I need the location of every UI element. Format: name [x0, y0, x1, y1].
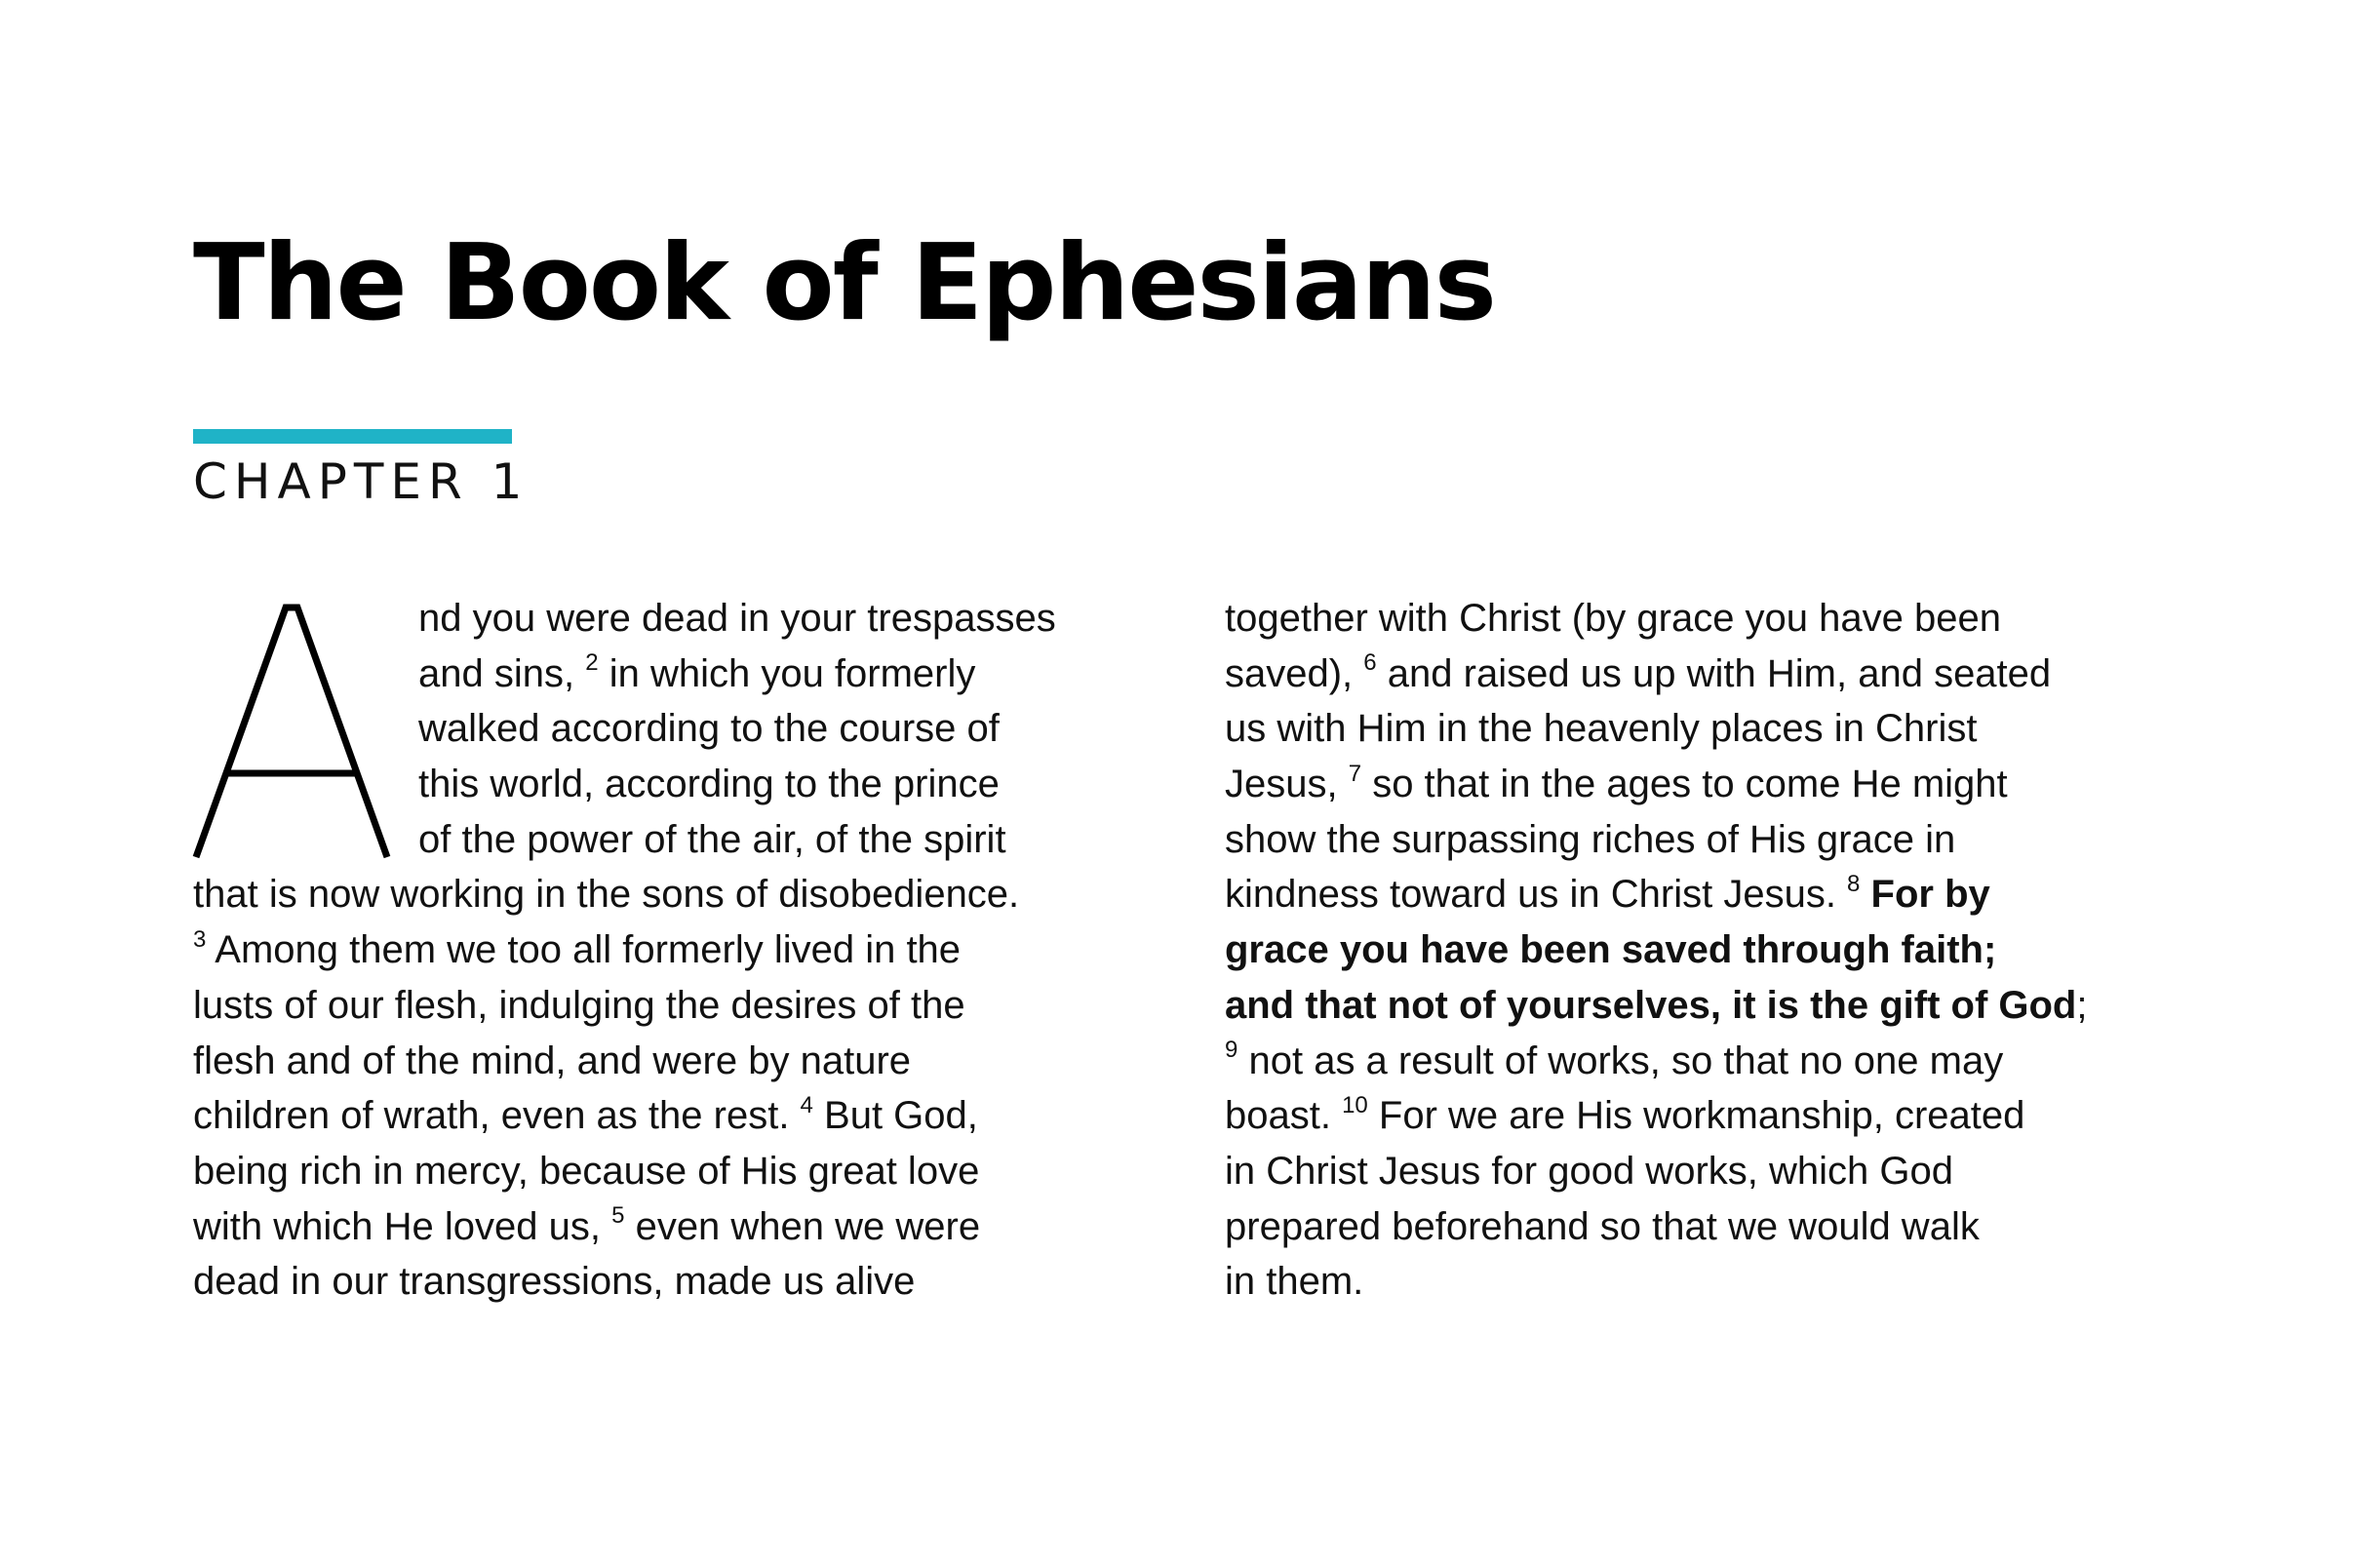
- page-title: The Book of Ephesians: [193, 222, 1495, 344]
- text-line: us with Him in the heavenly places in Christ: [1225, 707, 1978, 751]
- text-line: kindness toward us in Christ Jesus. $^8$ For by: [1225, 871, 1990, 917]
- text-line: prepared beforehand so that we would walk: [1225, 1204, 1980, 1248]
- highlighted-text: grace you have been saved through faith;: [1225, 928, 1997, 972]
- verse-number: 2: [585, 649, 599, 677]
- text-line: in them.: [1225, 1260, 1364, 1304]
- text-line: being rich in mercy, because of His great love: [193, 1149, 980, 1193]
- left-column: [193, 591, 1168, 1310]
- text-line: [1225, 922, 2210, 978]
- highlighted-text: For by: [1860, 873, 1990, 917]
- verse-number: 6: [1363, 649, 1377, 677]
- text-line: with which He loved us, $^5$ even when we were: [193, 1202, 981, 1248]
- text-line: saved), $^6$ and raised us up with Him, and seated: [1225, 649, 2052, 695]
- text-line: and that not of yourselves, it is the gift of God;: [1225, 983, 2088, 1027]
- chapter-heading: CHAPTER 1: [193, 453, 530, 510]
- text-line: walked according to the course of: [418, 707, 1000, 751]
- text-line: $^3$ Among them we too all formerly lived in the: [193, 925, 962, 972]
- text-line: of the power of the air, of the spirit: [418, 817, 1006, 861]
- verse-number: 8: [1847, 871, 1861, 898]
- text-line: boast. $^{10}$ For we are His workmanship, created: [1225, 1091, 2025, 1138]
- verse-number: 3: [193, 925, 207, 953]
- text-line: Jesus, $^7$ so that in the ages to come He might: [1225, 760, 2008, 806]
- text-line: show the surpassing riches of His grace in: [1225, 817, 1956, 861]
- text-line: flesh and of the mind, and were by nature: [193, 1039, 912, 1082]
- right-column: [1225, 591, 2210, 1310]
- text-line: lusts of our flesh, indulging the desires of the: [193, 983, 965, 1027]
- text-line: $^9$ not as a result of works, so that no one may: [1225, 1037, 2004, 1082]
- verse-number: 10: [1342, 1091, 1368, 1118]
- text-line: and sins, $^2$ in which you formerly: [418, 649, 976, 695]
- text-line: that is now working in the sons of disobedience.: [193, 873, 1020, 917]
- verse-number: 4: [800, 1091, 813, 1118]
- verse-number: 7: [1348, 760, 1362, 787]
- verse-number: 9: [1225, 1037, 1238, 1064]
- text-line: dead in our transgressions, made us alive: [193, 1260, 916, 1304]
- highlighted-text: and that not of yourselves, it is the gift of God: [1225, 983, 2077, 1027]
- accent-rule: [193, 429, 512, 444]
- text-line: nd you were dead in your trespasses: [418, 597, 1056, 640]
- text-line: children of wrath, even as the rest. $^4$ But God,: [193, 1091, 978, 1138]
- text-line: together with Christ (by grace you have been: [1225, 597, 2001, 640]
- verse-number: 5: [611, 1202, 625, 1230]
- text-line: this world, according to the prince: [418, 763, 1000, 806]
- text-line: in Christ Jesus for good works, which God: [1225, 1149, 1953, 1193]
